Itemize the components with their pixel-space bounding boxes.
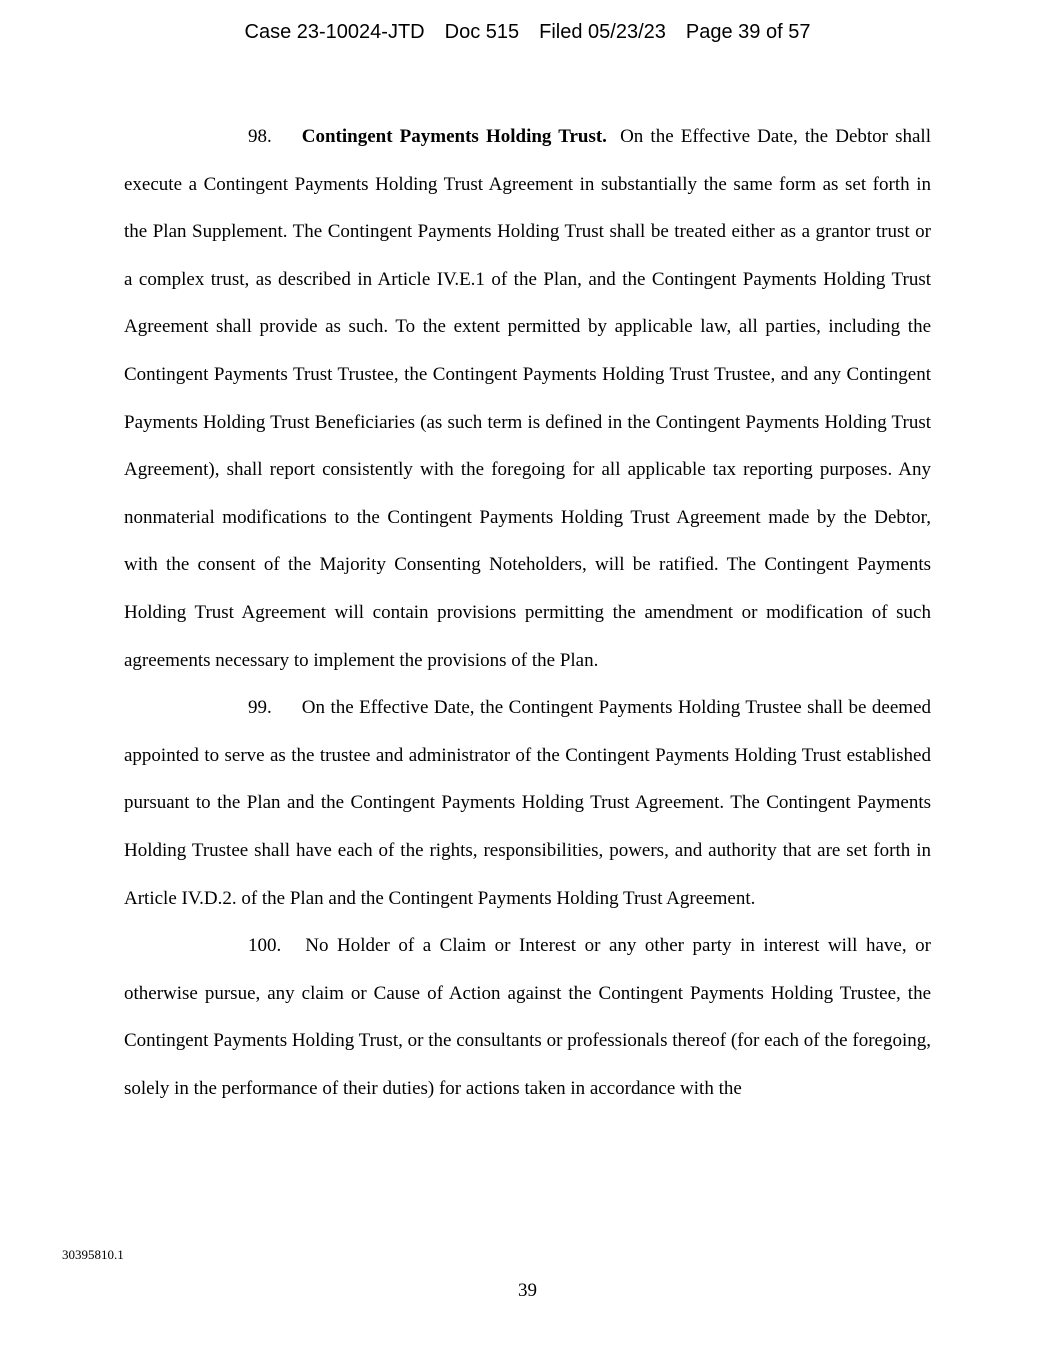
filed-date: Filed 05/23/23 xyxy=(539,21,666,43)
filing-header xyxy=(0,19,1055,45)
paragraph-98 xyxy=(124,113,931,684)
paragraph-title: Contingent Payments Holding Trust. xyxy=(301,126,607,147)
paragraph-text: On the Effective Date, the Contingent Payments Holding Trustee shall be deemed appointed to serve as the trustee and administrator of the Contingent Payments Holding Trust established pursuant to the Plan and the Contingent Payments Holding Trust Agreement. The Contingent Payments Holding Trustee shall have each of the rights, responsibilities, powers, and authority that are set forth in Article IV.D.2. of the Plan and the Contingent Payments Holding Trust Agreement. xyxy=(124,697,931,909)
paragraph-number: 99. xyxy=(248,697,272,719)
page-number: 39 xyxy=(518,1280,537,1301)
paragraph-number: 98. xyxy=(248,126,272,147)
document-body xyxy=(124,113,931,1112)
paragraph-100 xyxy=(124,922,931,1112)
case-number: Case 23-10024-JTD xyxy=(244,21,425,43)
document-id: 30395810.1 xyxy=(62,1247,124,1262)
paragraph-text: On the Effective Date, the Debtor shall execute a Contingent Payments Holding Trust Agreement in substantially the same form as set forth in the Plan Supplement. The Contingent Payments Holding Trust shall be treated either as a grantor trust or a complex trust, as described in Article IV.E.1 of the Plan, and the Contingent Payments Holding Trust Agreement shall provide as such. To the extent permitted by applicable law, all parties, including the Contingent Payments Trust Trustee, the Contingent Payments Holding Trust Trustee, and any Contingent Payments Holding Trust Beneficiaries (as such term is defined in the Contingent Payments Holding Trust Agreement), shall report consistently with the foregoing for all applicable tax reporting purposes. Any nonmaterial modifications to the Contingent Payments Holding Trust Agreement made by the Debtor, with the consent of the Majority Consenting Noteholders, will be ratified. The Contingent Payments Holding Trust Agreement will contain provisions permitting the amendment or modification of such agreements necessary to implement the provisions of the Plan. xyxy=(124,126,931,671)
doc-number: Doc 515 xyxy=(444,21,520,43)
page-of-total: Page 39 of 57 xyxy=(685,21,811,43)
paragraph-text: No Holder of a Claim or Interest or any other party in interest will have, or otherwise pursue, any claim or Cause of Action against the Contingent Payments Holding Trustee, the Contingent Payments Holding Trust, or the consultants or professionals thereof (for each of the foregoing, solely in the performance of their duties) for actions taken in accordance with the xyxy=(124,935,931,1099)
paragraph-99 xyxy=(124,684,931,922)
paragraph-number: 100. xyxy=(248,935,282,957)
